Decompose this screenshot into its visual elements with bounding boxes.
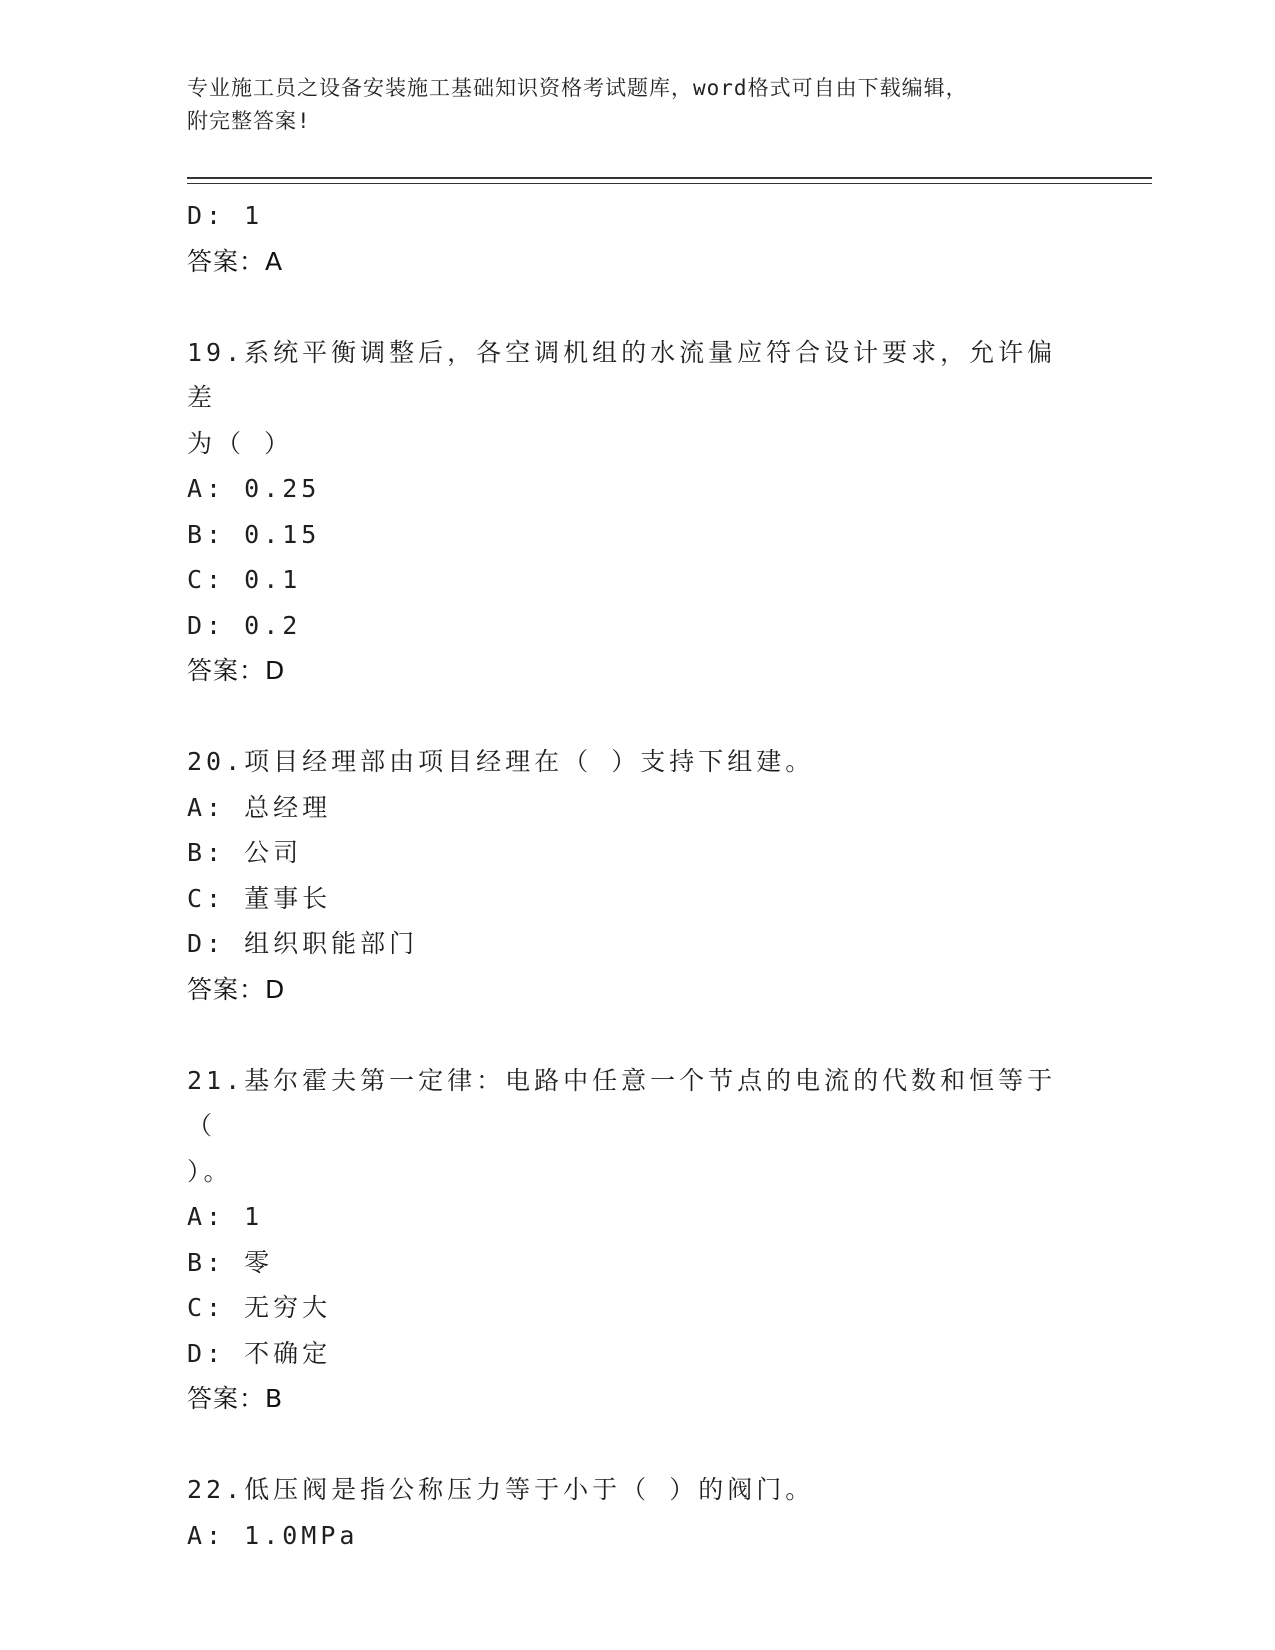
option-c: C: 无穷大 [187, 1293, 332, 1322]
question-stem: 19.系统平衡调整后，各空调机组的水流量应符合设计要求，允许偏差 [187, 337, 1057, 412]
spacer [187, 694, 1087, 740]
option-d: D: 不确定 [187, 1338, 332, 1368]
option-d: D: 0.2 [187, 610, 302, 640]
question-list [187, 193, 1087, 1558]
answer-line: 答案：A [187, 246, 284, 276]
option-a: A: 1 [187, 1202, 264, 1231]
option-d: D: 1 [187, 201, 264, 230]
option-a: A: 1.0MPa [187, 1520, 359, 1550]
header-title-line1: 专业施工员之设备安装施工基础知识资格考试题库，word格式可自由下载编辑， [187, 76, 968, 100]
question-21 [187, 1058, 1087, 1422]
option-a: A: 总经理 [187, 792, 332, 822]
header-divider-thick [187, 177, 1152, 179]
option-d: D: 组织职能部门 [187, 929, 419, 958]
answer-line: 答案：D [187, 656, 286, 685]
question-stem-continued: ）。 [187, 1156, 233, 1186]
question-19 [187, 330, 1087, 694]
header-title-line2: 附完整答案! [187, 109, 311, 133]
question-stem: 20.项目经理部由项目经理在（ ）支持下组建。 [187, 747, 815, 776]
spacer [187, 1012, 1087, 1058]
question-22 [187, 1467, 1087, 1558]
question-stem: 22.低压阀是指公称压力等于小于（ ）的阀门。 [187, 1475, 815, 1504]
option-c: C: 0.1 [187, 565, 302, 594]
question-stem-continued: 为（ ） [187, 428, 294, 458]
option-b: B: 零 [187, 1247, 274, 1277]
spacer [187, 1422, 1087, 1468]
header-divider-thin [187, 183, 1152, 184]
option-b: B: 公司 [187, 838, 303, 867]
option-b: B: 0.15 [187, 519, 321, 549]
document-header [187, 72, 1067, 138]
spacer [187, 284, 1087, 330]
option-c: C: 董事长 [187, 883, 332, 913]
question-20 [187, 739, 1087, 1012]
option-a: A: 0.25 [187, 474, 321, 503]
question-stem: 21.基尔霍夫第一定律：电路中任意一个节点的电流的代数和恒等于（ [187, 1065, 1057, 1140]
answer-line: 答案：D [187, 974, 286, 1004]
answer-line: 答案：B [187, 1384, 284, 1413]
